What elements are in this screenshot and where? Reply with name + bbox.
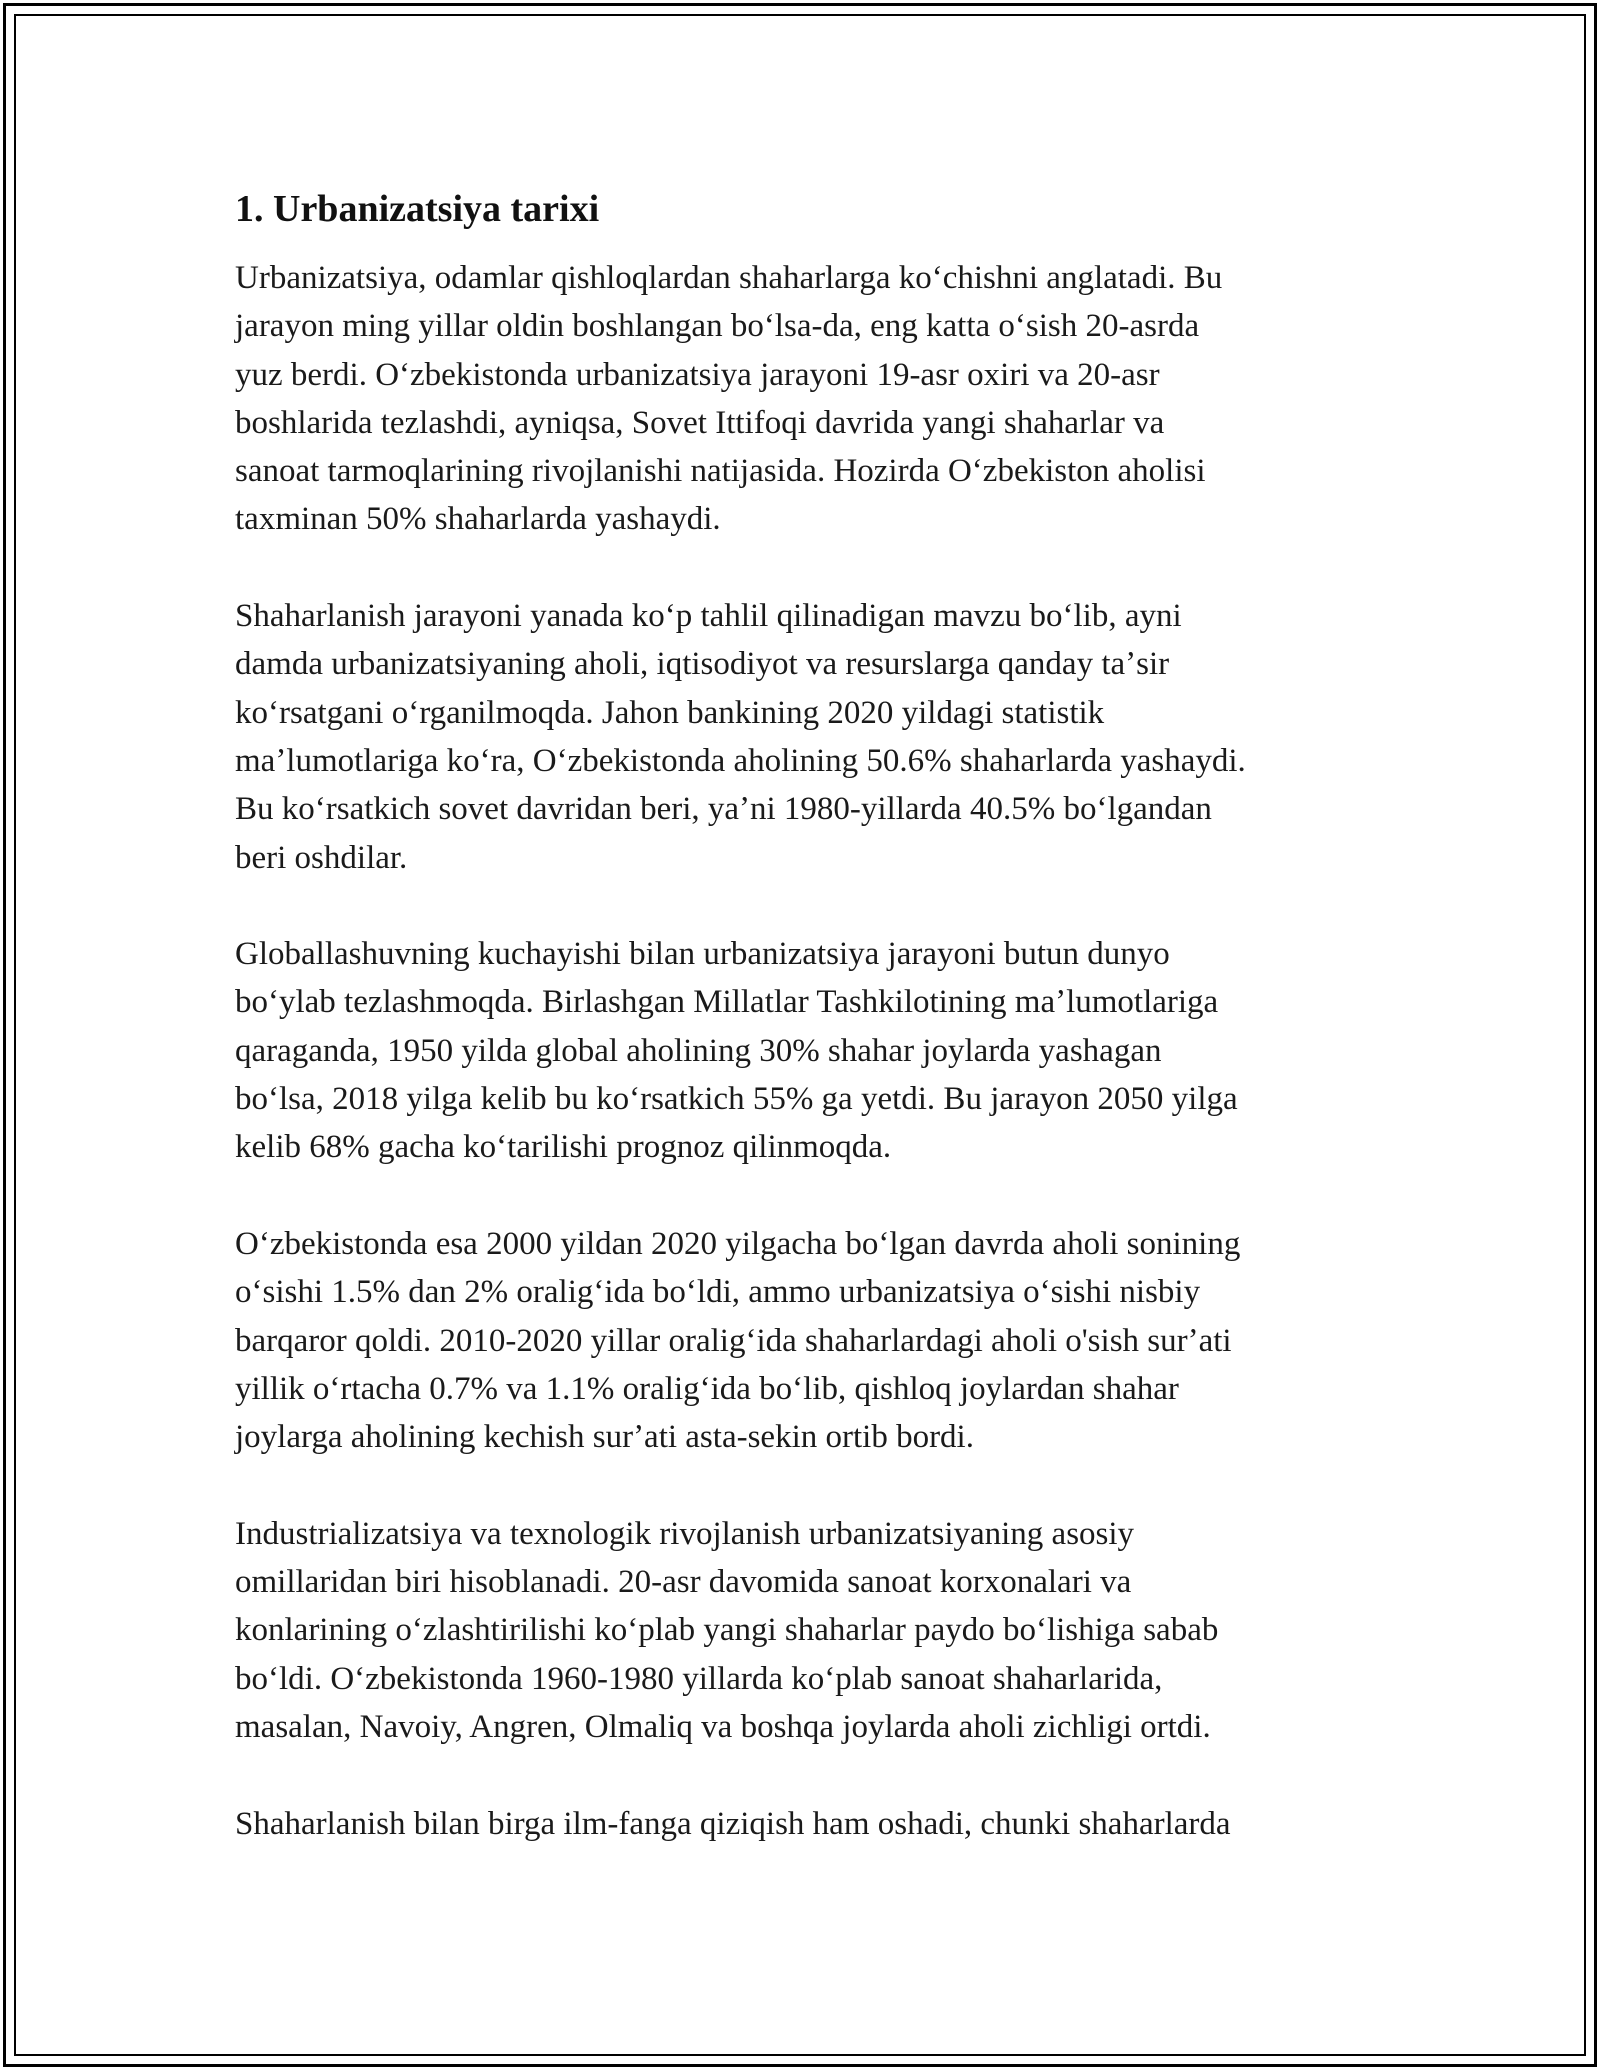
paragraph-line: joylarga aholining kechish surʼati asta-sekin ortib bordi. — [235, 1419, 974, 1456]
paragraph-line: kelib 68% gacha koʻtarilishi prognoz qilinmoqda. — [235, 1129, 892, 1166]
paragraph-line: Globallashuvning kuchayishi bilan urbanizatsiya jarayoni butun dunyo — [235, 936, 1170, 973]
paragraph-5 — [235, 1510, 1385, 1751]
paragraph-line: boʻlsa, 2018 yilga kelib bu koʻrsatkich 55% ga yetdi. Bu jarayon 2050 yilga — [235, 1081, 1238, 1118]
paragraph-4 — [235, 1220, 1385, 1461]
paragraph-line: boʻylab tezlashmoqda. Birlashgan Millatlar Tashkilotining maʼlumotlariga — [235, 984, 1219, 1021]
paragraph-line: Shaharlanish jarayoni yanada koʻp tahlil qilinadigan mavzu boʻlib, ayni — [235, 598, 1182, 635]
paragraph-line: omillaridan biri hisoblanadi. 20-asr davomida sanoat korxonalari va — [235, 1564, 1132, 1601]
section-heading: 1. Urbanizatsiya tarixi — [235, 188, 600, 230]
paragraph-1 — [235, 254, 1385, 544]
paragraph-line: Shaharlanish bilan birga ilm-fanga qiziqish ham oshadi, chunki shaharlarda — [235, 1805, 1231, 1842]
paragraph-line: Oʻzbekistonda esa 2000 yildan 2020 yilgacha boʻlgan davrda aholi sonining — [235, 1225, 1241, 1262]
paragraph-line: Urbanizatsiya, odamlar qishloqlardan shaharlarga koʻchishni anglatadi. Bu — [235, 260, 1223, 296]
paragraph-2 — [235, 592, 1385, 882]
paragraph-3 — [235, 930, 1385, 1171]
paragraph-line: Industrializatsiya va texnologik rivojlanish urbanizatsiyaning asosiy — [235, 1515, 1135, 1552]
paragraph-6 — [235, 1800, 1385, 1848]
paragraph-line: taxminan 50% shaharlarda yashaydi. — [235, 501, 721, 538]
paragraph-line: Bu koʻrsatkich sovet davridan beri, yaʼni 1980-yillarda 40.5% boʻlgandan — [235, 791, 1212, 828]
paragraph-line: maʼlumotlariga koʻra, Oʻzbekistonda aholining 50.6% shaharlarda yashaydi. — [235, 742, 1246, 779]
paragraph-line: oʻsishi 1.5% dan 2% oraligʻida boʻldi, ammo urbanizatsiya oʻsishi nisbiy — [235, 1274, 1201, 1311]
paragraph-line: yuz berdi. Oʻzbekistonda urbanizatsiya jarayoni 19-asr oxiri va 20-asr — [235, 356, 1160, 393]
paragraph-line: masalan, Navoiy, Angren, Olmaliq va boshqa joylarda aholi zichligi ortdi. — [235, 1708, 1211, 1745]
paragraph-line: qaraganda, 1950 yilda global aholining 30% shahar joylarda yashagan — [235, 1032, 1162, 1069]
paragraph-line: damda urbanizatsiyaning aholi, iqtisodiyot va resurslarga qanday taʼsir — [235, 646, 1170, 683]
paragraph-line: sanoat tarmoqlarining rivojlanishi natijasida. Hozirda Oʻzbekiston aholisi — [235, 453, 1206, 490]
paragraph-line: boshlarida tezlashdi, ayniqsa, Sovet Ittifoqi davrida yangi shaharlar va — [235, 404, 1165, 441]
paragraph-line: yillik oʻrtacha 0.7% va 1.1% oraligʻida boʻlib, qishloq joylardan shahar — [235, 1370, 1179, 1407]
paragraph-line: konlarining oʻzlashtirilishi koʻplab yangi shaharlar paydo boʻlishiga sabab — [235, 1612, 1219, 1649]
paragraph-line: koʻrsatgani oʻrganilmoqda. Jahon bankining 2020 yildagi statistik — [235, 694, 1105, 731]
document-body — [235, 186, 1385, 1896]
paragraph-line: boʻldi. Oʻzbekistonda 1960-1980 yillarda koʻplab sanoat shaharlarida, — [235, 1660, 1163, 1697]
paragraph-line: barqaror qoldi. 2010-2020 yillar oraligʻida shaharlardagi aholi o'sish surʼati — [235, 1322, 1232, 1359]
paragraph-line: beri oshdilar. — [235, 839, 408, 876]
paragraph-line: jarayon ming yillar oldin boshlangan boʻlsa-da, eng katta oʻsish 20-asrda — [235, 308, 1200, 345]
